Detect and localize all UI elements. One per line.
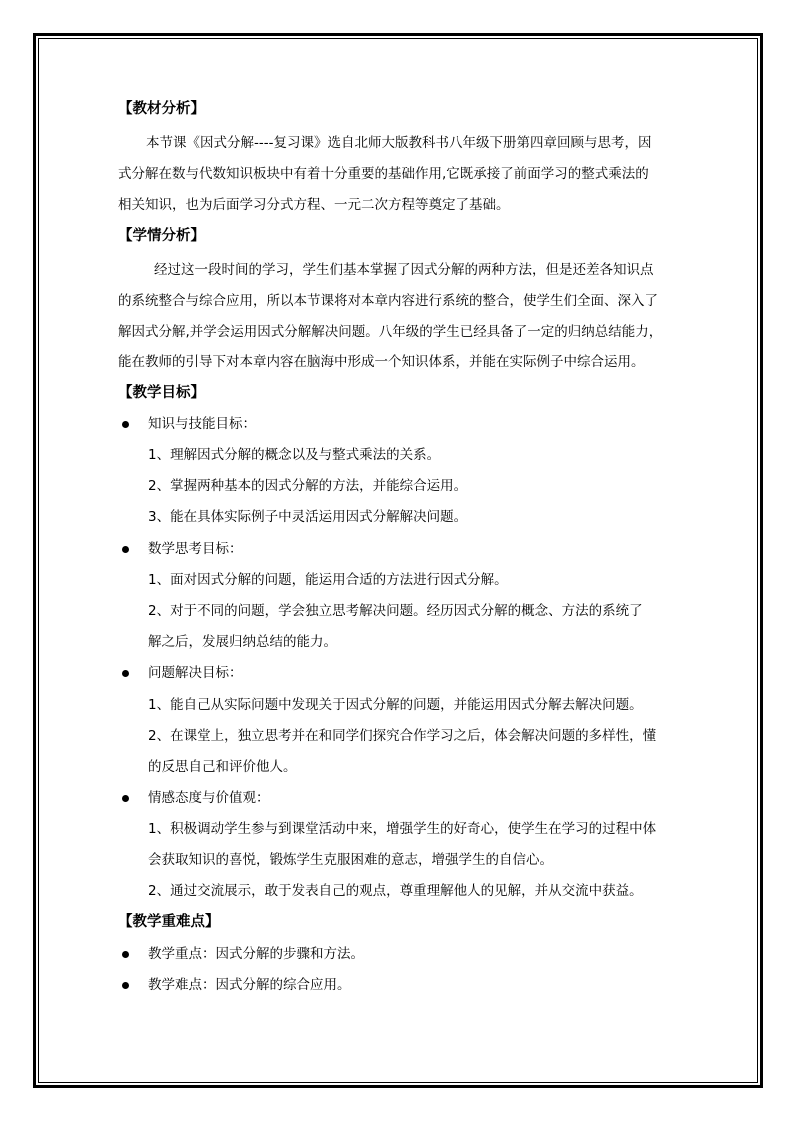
paragraph-line: 的系统整合与综合应用，所以本节课将对本章内容进行系统的整合，使学生们全面、深入了 — [118, 293, 658, 309]
goal-line: 2、通过交流展示，敢于发表自己的观点，尊重理解他人的见解，并从交流中获益。 — [148, 883, 643, 899]
goal-line: 会获取知识的喜悦，锻炼学生克服困难的意志，增强学生的自信心。 — [148, 852, 553, 868]
paragraph-line: 经过这一段时间的学习，学生们基本掌握了因式分解的两种方法，但是还差各知识点 — [154, 262, 654, 278]
bullet-icon — [122, 670, 129, 677]
section-heading-goals: 【教学目标】 — [118, 385, 205, 401]
bullet-icon — [122, 795, 129, 802]
paragraph-line: 相关知识，也为后面学习分式方程、一元二次方程等奠定了基础。 — [118, 197, 510, 213]
goal-line: 1、面对因式分解的问题，能运用合适的方法进行因式分解。 — [148, 572, 508, 588]
goal-title: 问题解决目标： — [148, 665, 243, 681]
bullet-icon — [122, 421, 129, 428]
keypoint-item: 教学难点：因式分解的综合应用。 — [148, 977, 351, 993]
goal-line: 解之后，发展归纳总结的能力。 — [148, 634, 337, 650]
goal-line: 2、掌握两种基本的因式分解的方法，并能综合运用。 — [148, 478, 468, 494]
paragraph-line: 式分解在数与代数知识板块中有着十分重要的基础作用,它既承接了前面学习的整式乘法的 — [118, 166, 649, 182]
goal-title: 情感态度与价值观： — [148, 790, 270, 806]
goal-line: 3、能在具体实际例子中灵活运用因式分解解决问题。 — [148, 509, 468, 525]
section-heading-material: 【教材分析】 — [118, 101, 205, 117]
goal-line: 1、积极调动学生参与到课堂活动中来，增强学生的好奇心，使学生在学习的过程中体 — [148, 821, 657, 837]
bullet-icon — [122, 546, 129, 553]
keypoint-item: 教学重点：因式分解的步骤和方法。 — [148, 946, 364, 962]
goal-line: 2、在课堂上，独立思考并在和同学们探究合作学习之后，体会解决问题的多样性，懂 — [148, 728, 657, 744]
paragraph-line: 本节课《因式分解----复习课》选自北师大版教科书八年级下册第四章回顾与思考，因 — [146, 135, 652, 151]
goal-line: 2、对于不同的问题，学会独立思考解决问题。经历因式分解的概念、方法的系统了 — [148, 603, 643, 619]
paragraph-line: 能在教师的引导下对本章内容在脑海中形成一个知识体系，并能在实际例子中综合运用。 — [118, 354, 645, 370]
goal-title: 知识与技能目标： — [148, 416, 256, 432]
goal-line: 1、能自己从实际问题中发现关于因式分解的问题，并能运用因式分解去解决问题。 — [148, 697, 643, 713]
goal-line: 1、理解因式分解的概念以及与整式乘法的关系。 — [148, 447, 441, 463]
bullet-icon — [122, 982, 129, 989]
section-heading-keypoints: 【教学重难点】 — [118, 914, 220, 930]
goal-line: 的反思自己和评价他人。 — [148, 759, 297, 775]
paragraph-line: 解因式分解,并学会运用因式分解解决问题。八年级的学生已经具备了一定的归纳总结能力， — [118, 324, 663, 340]
section-heading-students: 【学情分析】 — [118, 228, 205, 244]
goal-title: 数学思考目标： — [148, 541, 243, 557]
bullet-icon — [122, 951, 129, 958]
